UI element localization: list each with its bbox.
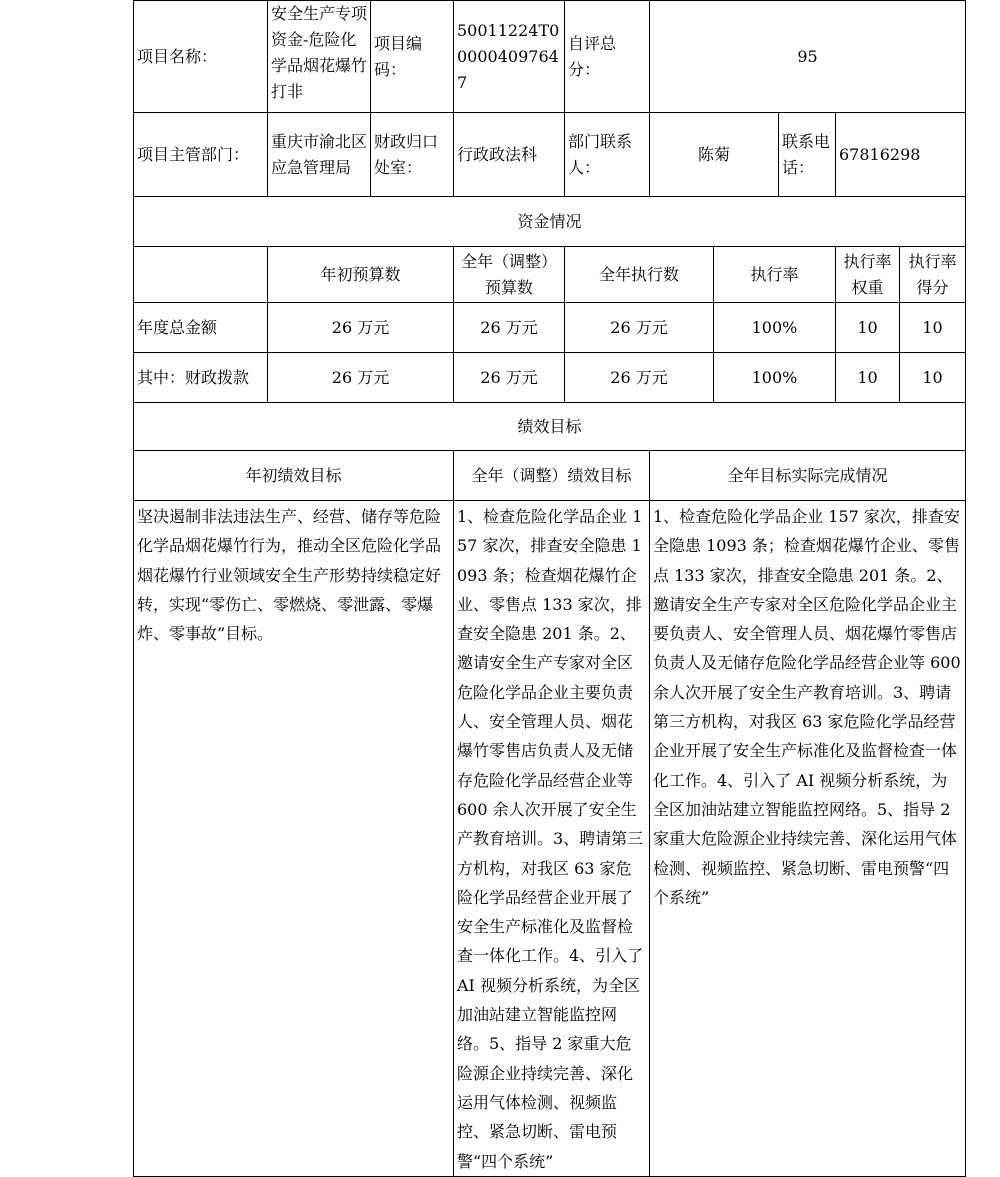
finance-value: 行政政法科 [454,113,565,197]
funds-cell: 26 万元 [454,303,565,353]
finance-label: 财政归口处室： [371,113,454,197]
project-name-value: 安全生产专项资金-危险化学品烟花爆竹打非 [268,1,371,113]
funds-cell: 10 [900,353,966,403]
funds-col-rate-weight: 执行率权重 [836,247,900,303]
dept-label: 项目主管部门： [134,113,268,197]
project-code-value: 50011224T000004097647 [454,1,565,113]
perf-actual-completion: 1、检查危险化学品企业 157 家次，排查安全隐患 1093 条；检查烟花爆竹企业、零售点 133 家次，排查安全隐患 201 条。2、邀请安全生产专家对全区危险化学品企业主要负责人、安全管理人员、烟花爆竹零售店负责人及无储存危险化学品经营企业等 600 余人次开展了安全生产教育培训。3、聘请第三方机构，对我区 63 家危险化学品经营企业开展了安全生产标准化及监督检查一体化工作。4、引入了 AI 视频分析系统，为全区加油站建立智能监控网络。5、指导 2 家重大危险源企业持续完善、深化运用气体检测、视频监控、紧急切断、雷电预警“四个系统” [650,501,966,1177]
funds-cell: 100% [714,353,836,403]
project-name-label: 项目名称： [134,1,268,113]
funds-row-label: 其中：财政拨款 [134,353,268,403]
funds-header-empty [134,247,268,303]
funds-cell: 26 万元 [268,303,454,353]
funds-col-rate-score: 执行率得分 [900,247,966,303]
self-score-value: 95 [650,1,966,113]
perf-adjusted-goal: 1、检查危险化学品企业 157 家次，排查安全隐患 1093 条；检查烟花爆竹企业、零售点 133 家次，排查安全隐患 201 条。2、邀请安全生产专家对全区危险化学品企业主要负责人、安全管理人员、烟花爆竹零售店负责人及无储存危险化学品经营企业等 600 余人次开展了安全生产教育培训。3、聘请第三方机构，对我区 63 家危险化学品经营企业开展了安全生产标准化及监督检查一体化工作。4、引入了 AI 视频分析系统，为全区加油站建立智能监控网络。5、指导 2 家重大危险源企业持续完善、深化运用气体检测、视频监控、紧急切断、雷电预警“四个系统” [454,501,650,1177]
project-code-label: 项目编码： [371,1,454,113]
funds-cell: 26 万元 [454,353,565,403]
funds-cell: 26 万元 [268,353,454,403]
funds-cell: 26 万元 [565,303,714,353]
funds-col-rate: 执行率 [714,247,836,303]
funds-cell: 100% [714,303,836,353]
funds-row-label: 年度总金额 [134,303,268,353]
funds-cell: 26 万元 [565,353,714,403]
funds-cell: 10 [836,353,900,403]
performance-evaluation-table [133,0,966,1177]
perf-col-actual: 全年目标实际完成情况 [650,451,966,501]
performance-section-title: 绩效目标 [134,403,966,451]
funds-col-executed: 全年执行数 [565,247,714,303]
funds-cell: 10 [836,303,900,353]
funds-cell: 10 [900,303,966,353]
contact-label: 部门联系人： [565,113,650,197]
contact-value: 陈菊 [650,113,779,197]
perf-initial-goal: 坚决遏制非法违法生产、经营、储存等危险化学品烟花爆竹行为，推动全区危险化学品烟花爆竹行业领域安全生产形势持续稳定好转，实现“零伤亡、零燃烧、零泄露、零爆炸、零事故”目标。 [134,501,454,1177]
funds-col-initial-budget: 年初预算数 [268,247,454,303]
dept-value: 重庆市渝北区应急管理局 [268,113,371,197]
self-score-label: 自评总分： [565,1,650,113]
funds-section-title: 资金情况 [134,197,966,247]
phone-value: 67816298 [836,113,966,197]
perf-col-adjusted: 全年（调整）绩效目标 [454,451,650,501]
funds-col-adjusted-budget: 全年（调整）预算数 [454,247,565,303]
phone-label: 联系电话： [779,113,836,197]
perf-col-initial: 年初绩效目标 [134,451,454,501]
